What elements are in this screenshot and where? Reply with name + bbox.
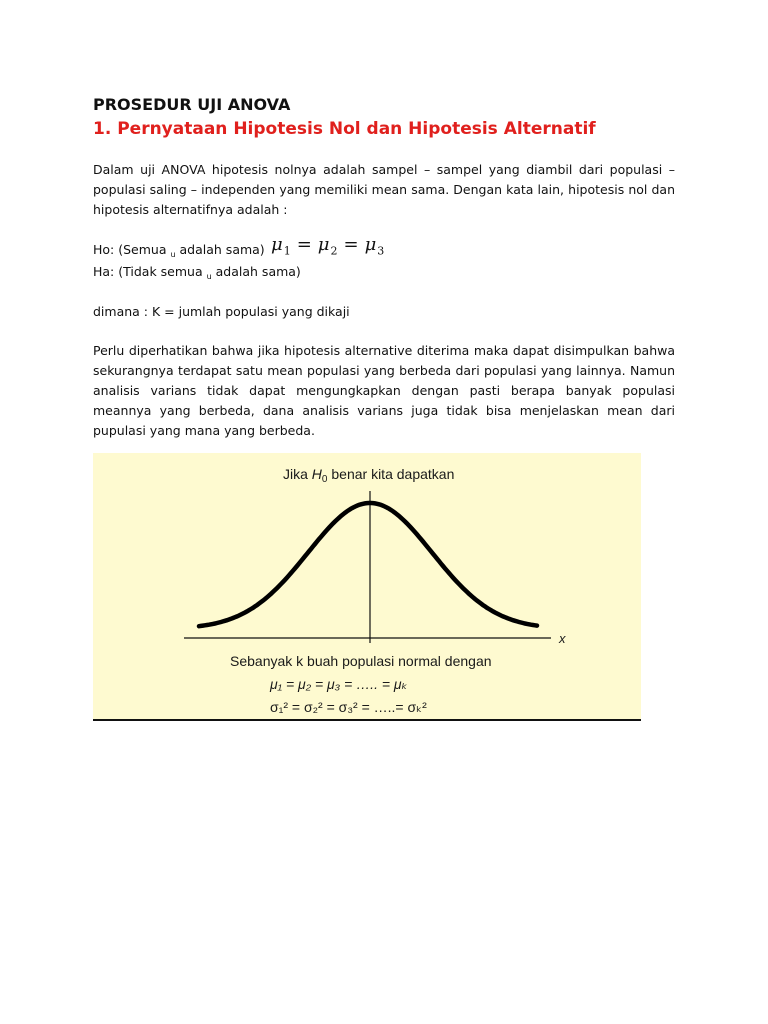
ha-suffix: adalah sama)	[211, 264, 301, 279]
figure-caption-top	[283, 466, 454, 485]
formula-sub-3: 3	[377, 244, 386, 258]
sigma-equality-line: σ₁² = σ₂² = σ₃² = …..= σₖ²	[270, 699, 427, 715]
caption-top-post: benar kita dapatkan	[327, 466, 455, 482]
figure-caption-bottom: Sebanyak k buah populasi normal dengan	[230, 653, 492, 669]
normal-curve	[199, 503, 537, 626]
formula-eq-1: =	[296, 234, 313, 255]
ho-prefix: Ho: (Semua	[93, 242, 171, 257]
formula-sub-1: 1	[283, 244, 292, 258]
formula-eq-2: =	[343, 234, 360, 255]
ha-symbol: u	[206, 272, 212, 281]
document-page	[93, 95, 675, 441]
caption-top-pre: Jika	[283, 466, 312, 482]
formula-mu-2: μ	[317, 234, 331, 255]
document-title: PROSEDUR UJI ANOVA	[93, 95, 291, 114]
normal-distribution-figure	[93, 453, 641, 721]
formula-mu-3: μ	[364, 234, 378, 255]
intro-paragraph: Dalam uji ANOVA hipotesis nolnya adalah sampel – sampel yang diambil dari populasi – populasi saling – independen yang memiliki mean sama. Dengan kata lain, hipotesis nol dan hipotesis alternatifnya adalah :	[93, 162, 675, 217]
ho-suffix: adalah sama)	[175, 242, 265, 257]
caption-top-h: H	[311, 466, 322, 482]
ho-symbol: u	[170, 250, 176, 259]
hypothesis-block	[93, 234, 675, 284]
ha-prefix: Ha: (Tidak semua	[93, 264, 207, 279]
mu-equality-line: μ₁ = μ₂ = μ₃ = ….. = μₖ	[270, 676, 408, 692]
caption-top-sub: 0	[321, 474, 328, 485]
formula-mu-1: μ	[271, 234, 284, 255]
dimana-text: dimana : K = jumlah populasi yang dikaji	[93, 304, 350, 319]
section-heading: 1. Pernyataan Hipotesis Nol dan Hipotesis Alternatif	[93, 119, 596, 139]
x-axis-label: x	[559, 631, 566, 646]
normal-curve-svg	[93, 453, 641, 719]
perlu-paragraph: Perlu diperhatikan bahwa jika hipotesis alternative diterima maka dapat disimpulkan bahwa sekurangnya terdapat satu mean populasi yang berbeda dari populasi yang lainnya. Namun analisis varians tidak dapat mengungkapkan dengan pasti berapa banyak populasi meannya yang berbeda, dana analisis varians juga tidak bisa menjelaskan mean dari pupulasi yang mana yang berbeda.	[93, 343, 675, 438]
formula-sub-2: 2	[330, 244, 339, 258]
mean-equality-formula	[271, 234, 385, 258]
ha-statement	[93, 262, 675, 284]
